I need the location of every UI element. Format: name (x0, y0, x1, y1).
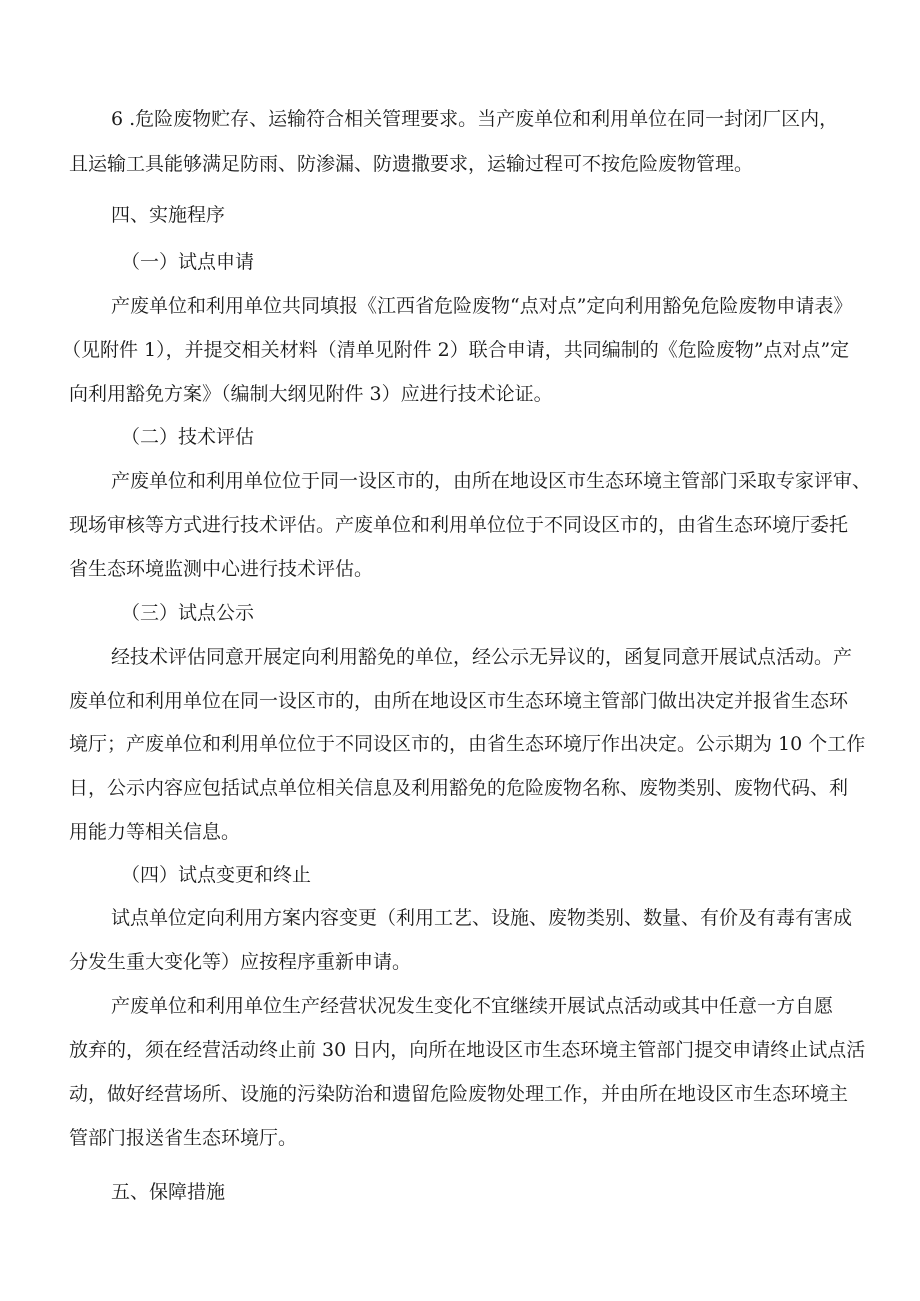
paragraph-line (0, 766, 920, 810)
heading-text: （一）试点申请 (121, 251, 255, 273)
paragraph-line (0, 984, 920, 1028)
paragraph-line (0, 635, 920, 679)
heading-text: （二）技术评估 (121, 426, 255, 448)
heading-text: （四）试点变更和终止 (121, 864, 312, 886)
text-line: 试点单位定向利用方案内容变更（利用工艺、设施、废物类别、数量、有价及有毒有害成 (111, 907, 853, 929)
paragraph-line (0, 1116, 920, 1160)
paragraph-line (0, 328, 920, 372)
paragraph-line (0, 503, 920, 547)
text-line: 向利用豁免方案》（编制大纲见附件 3）应进行技术论证。 (69, 383, 553, 405)
text-line: 分发生重大变化等）应按程序重新申请。 (69, 951, 412, 973)
text-line: 动，做好经营场所、设施的污染防治和遗留危险废物处理工作，并由所在地设区市生态环境主 (69, 1083, 849, 1105)
text-line: 产废单位和利用单位生产经营状况发生变化不宜继续开展试点活动或其中任意一方自愿 (111, 995, 834, 1017)
subsection-heading (0, 591, 920, 635)
text-line: 管部门报送省生态环境厅。 (69, 1127, 298, 1149)
subsection-heading (0, 240, 920, 284)
text-line: 废单位和利用单位在同一设区市的，由所在地设区市生态环境主管部门做出决定并报省生态环 (69, 690, 849, 712)
paragraph-line (0, 940, 920, 984)
text-line: 产废单位和利用单位共同填报《江西省危险废物“点对点”定向利用豁免危险废物申请表》 (111, 295, 853, 317)
section-heading (0, 1170, 920, 1214)
subsection-heading (0, 415, 920, 459)
paragraph-line (0, 284, 920, 328)
text-line: 现场审核等方式进行技术评估。产废单位和利用单位位于不同设区市的，由省生态环境厅委托 (69, 514, 849, 536)
paragraph-line (0, 679, 920, 723)
heading-text: 四、实施程序 (111, 204, 226, 226)
heading-text: 五、保障措施 (111, 1181, 226, 1203)
paragraph-line (0, 142, 920, 186)
paragraph-line (0, 372, 920, 416)
text-line: 且运输工具能够满足防雨、防渗漏、防遗撒要求，运输过程可不按危险废物管理。 (69, 153, 754, 175)
paragraph-line (0, 810, 920, 854)
paragraph-line (0, 1072, 920, 1116)
text-line: 境厅；产废单位和利用单位位于不同设区市的，由省生态环境厅作出决定。公示期为 10 个工作 (69, 733, 866, 755)
text-line: 省生态环境监测中心进行技术评估。 (69, 558, 374, 580)
paragraph-line (0, 722, 920, 766)
section-heading (0, 193, 920, 237)
paragraph-line (0, 1028, 920, 1072)
text-line: 经技术评估同意开展定向利用豁免的单位，经公示无异议的，函复同意开展试点活动。产 (111, 646, 853, 668)
paragraph-line (0, 97, 920, 141)
text-line: 放弃的，须在经营活动终止前 30 日内，向所在地设区市生态环境主管部门提交申请终止试点活 (69, 1039, 866, 1061)
paragraph-line (0, 547, 920, 591)
subsection-heading (0, 853, 920, 897)
text-line: 日，公示内容应包括试点单位相关信息及利用豁免的危险废物名称、废物类别、废物代码、利 (69, 777, 849, 799)
text-line: （见附件 1），并提交相关材料（清单见附件 2）联合申请，共同编制的《危险废物”点对点”定 (62, 339, 850, 361)
text-line: 产废单位和利用单位位于同一设区市的，由所在地设区市生态环境主管部门采取专家评审、 (111, 470, 872, 492)
heading-text: （三）试点公示 (121, 602, 255, 624)
paragraph-line (0, 896, 920, 940)
text-line: 6 .危险废物贮存、运输符合相关管理要求。当产废单位和利用单位在同一封闭厂区内， (111, 108, 839, 130)
paragraph-line (0, 459, 920, 503)
text-line: 用能力等相关信息。 (69, 821, 241, 843)
